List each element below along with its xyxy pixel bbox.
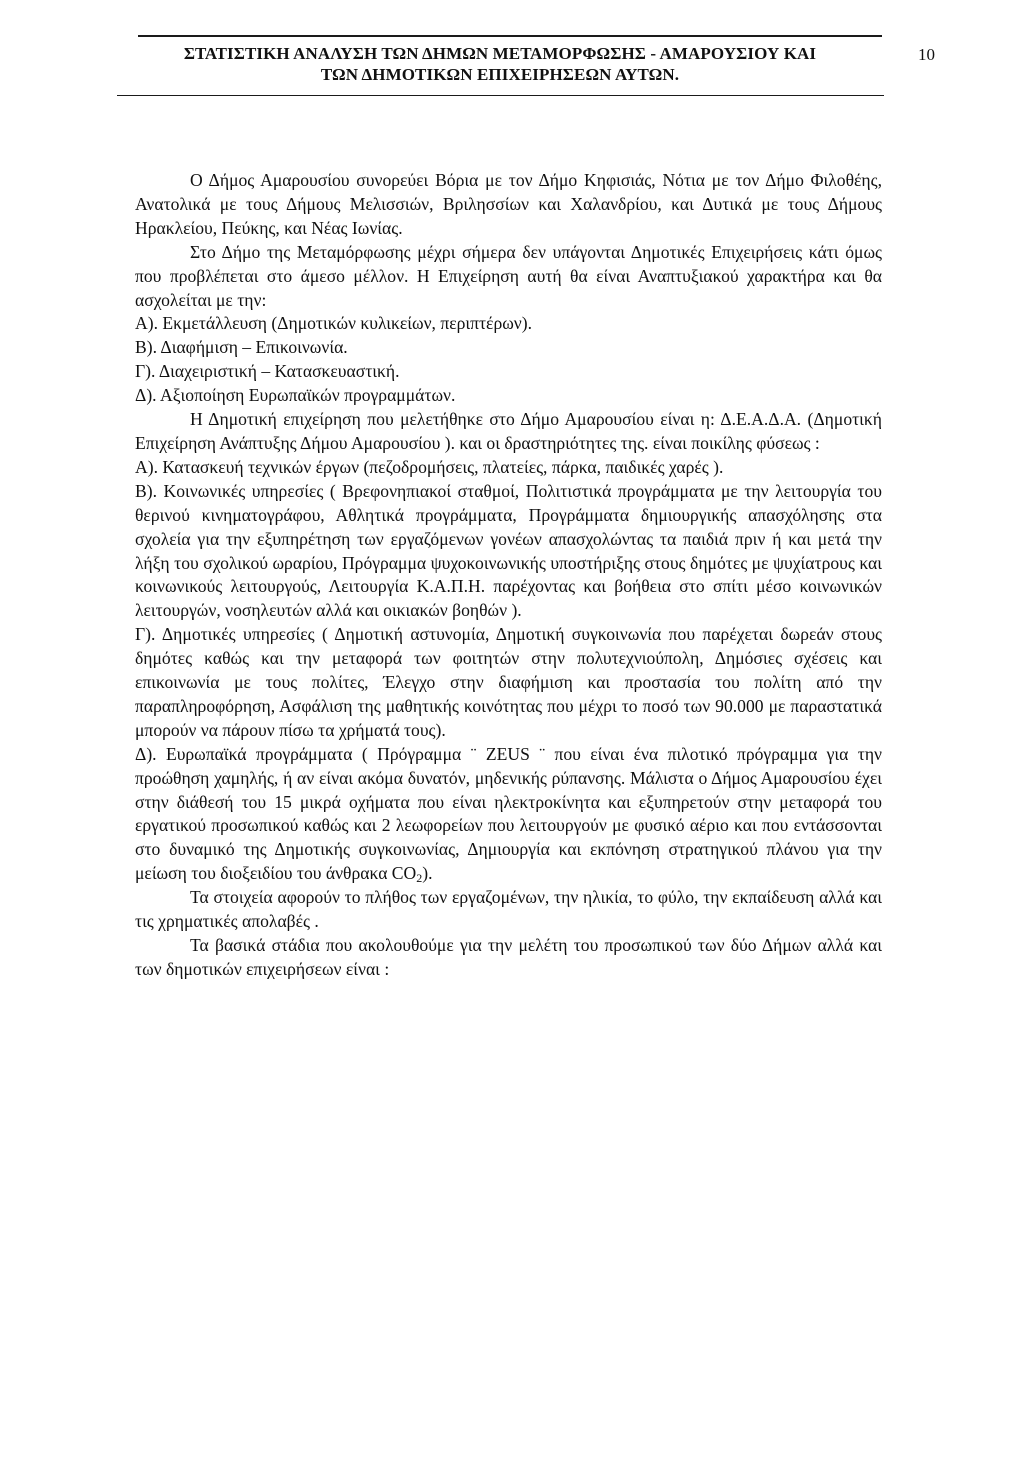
header-title-line-1: ΣΤΑΤΙΣΤΙΚΗ ΑΝΑΛΥΣΗ ΤΩΝ ΔΗΜΩΝ ΜΕΤΑΜΟΡΦΩΣΗΣ - ΑΜΑΡΟΥΣΙΟΥ ΚΑΙ	[183, 44, 817, 63]
activity-item-d	[135, 743, 882, 886]
paragraph-data-scope: Τα στοιχεία αφορούν το πλήθος των εργαζομένων, την ηλικία, το φύλο, την εκπαίδευση αλλά και τις χρηματικές απολαβές .	[135, 887, 882, 932]
body-text	[135, 169, 882, 982]
list-item-b: Β). Διαφήμιση – Επικοινωνία.	[135, 337, 348, 358]
activity-item-c: Γ). Δημοτικές υπηρεσίες ( Δημοτική αστυνομία, Δημοτική συγκοινωνία που παρέχεται δωρεάν στους δημότες καθώς και την μεταφορά των φοιτητών στην πολυτεχνιούπολη, Δημόσιες σχέσεις και επικοινωνία με τους πολίτες, Έλεγχο στην διαφήμιση και προστασία του πολίτη από την παραπληροφόρηση, Ασφάλιση της μαθητικής κοινότητας που μέχρι το ποσό των 90.000 με παραστατικά μπορούν να πάρουν πίσω τα χρήματά τους).	[135, 624, 882, 740]
co2-subscript: 2	[416, 871, 423, 886]
page-number: 10	[918, 45, 935, 64]
header-bottom-rule	[117, 95, 884, 96]
paragraph-study-stages: Τα βασικά στάδια που ακολουθούμε για την μελέτη του προσωπικού των δύο Δήμων αλλά και των δημοτικών επιχειρήσεων είναι :	[135, 935, 882, 979]
activity-item-d-end: ).	[422, 863, 433, 884]
activity-item-a: Α). Κατασκευή τεχνικών έργων (πεζοδρομήσεις, πλατείες, πάρκα, παιδικές χαρές ).	[135, 456, 724, 477]
paragraph-borders: Ο Δήμος Αμαρουσίου συνορεύει Βόρια με τον Δήμο Κηφισιάς, Νότια με τον Δήμο Φιλοθέης, Ανατολικά με τους Δήμους Μελισσιών, Βριλησσίων και Χαλανδρίου, και Δυτικά με τους Δήμους Ηρακλείου, Πεύκης, και Νέας Ιωνίας.	[135, 170, 882, 238]
list-item-c: Γ). Διαχειριστική – Κατασκευαστική.	[135, 361, 400, 382]
header-title-line-2: ΤΩΝ ΔΗΜΟΤΙΚΩΝ ΕΠΙΧΕΙΡΗΣΕΩΝ ΑΥΤΩΝ.	[320, 65, 680, 84]
paragraph-deada: Η Δημοτική επιχείρηση που μελετήθηκε στο Δήμο Αμαρουσίου είναι η: Δ.Ε.Α.Δ.Α. (Δημοτική Επιχείρηση Ανάπτυξης Δήμου Αμαρουσίου ). και οι δραστηριότητες της. είναι ποικίλης φύσεως :	[135, 409, 882, 453]
header-top-rule	[138, 35, 882, 37]
list-item-a: Α). Εκμετάλλευση (Δημοτικών κυλικείων, περιπτέρων).	[135, 313, 533, 334]
paragraph-metamorfosi: Στο Δήμο της Μεταμόρφωσης μέχρι σήμερα δεν υπάγονται Δημοτικές Επιχειρήσεις κάτι όμως που προβλέπεται στο άμεσο μέλλον. Η Επιχείρηση αυτή θα είναι Αναπτυξιακού χαρακτήρα και θα ασχολείται με την:	[135, 241, 882, 310]
running-header	[120, 43, 880, 85]
activity-item-b: Β). Κοινωνικές υπηρεσίες ( Βρεφονηπιακοί σταθμοί, Πολιτιστικά προγράμματα με την λειτουργία του θερινού κινηματογράφου, Αθλητικά προγράμματα, Προγράμματα δημιουργικής απασχόλησης στα σχολεία για την εξυπηρέτηση των εργαζόμενων γονέων απασχολώντας τα παιδιά πριν ή και μετά την λήξη του σχολικού ωραρίου, Πρόγραμμα ψυχοκοινωνικής υποστήριξης στους δημότες με ψυχίατρους και κοινωνικούς λειτουργούς, Λειτουργία Κ.Α.Π.Η. παρέχοντας και βοήθεια στο σπίτι μέσο κοινωνικών λειτουργών, νοσηλευτών αλλά και οικιακών βοηθών ).	[135, 480, 882, 621]
activity-item-d-text: Δ). Ευρωπαϊκά προγράμματα ( Πρόγραμμα ¨ ZEUS ¨ που είναι ένα πιλοτικό πρόγραμμα για την προώθηση χαμηλής, ή αν είναι ακόμα δυνατόν, μηδενικής ρύπανσης. Μάλιστα ο Δήμος Αμαρουσίου έχει στην διάθεσή του 15 μικρά οχήματα που είναι ηλεκτροκίνητα και εξυπηρετούν στην μεταφορά του εργατικού προσωπικού καθώς και 2 λεωφορείων που λειτουργούν με φυσικό αέριο και που εντάσσονται στο δυναμικό της Δημοτικής συγκοινωνίας, Δημιουργία και εκπόνηση στρατηγικού πλάνου για την μείωση του διοξειδίου του άνθρακα CO	[135, 743, 882, 884]
list-item-d: Δ). Αξιοποίηση Ευρωπαϊκών προγραμμάτων.	[135, 385, 456, 406]
